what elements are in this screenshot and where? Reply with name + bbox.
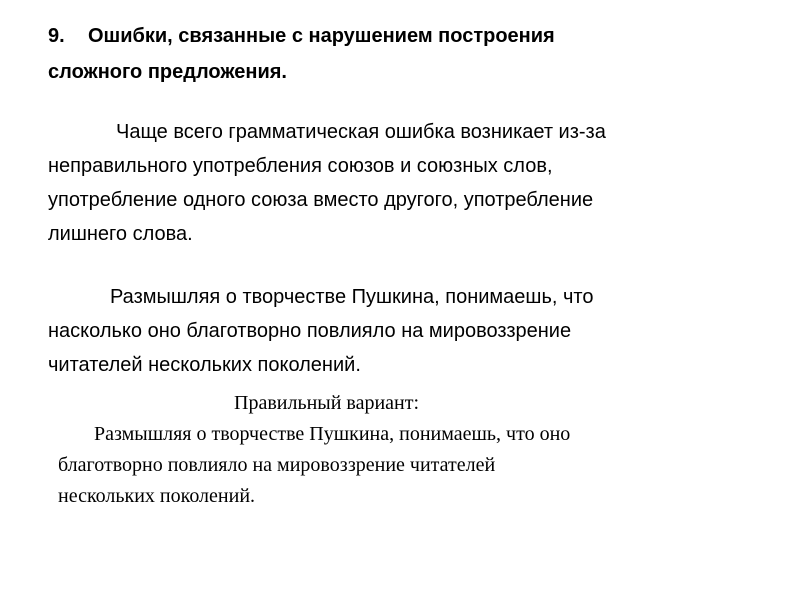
correct-variant [58, 388, 778, 512]
section-heading [48, 18, 748, 90]
correct-variant-label: Правильный вариант: [234, 392, 420, 414]
correct-line: благотворно повлияло на мировоззрение читателей [58, 454, 496, 476]
example-line: Размышляя о творчестве Пушкина, понимаешь, что [110, 286, 594, 308]
paragraph-line: лишнего слова. [48, 223, 193, 245]
example-line: читателей нескольких поколений. [48, 354, 361, 376]
heading-title-part-2: сложного предложения. [48, 61, 287, 83]
example-line: насколько оно благотворно повлияло на мировоззрение [48, 320, 572, 342]
error-example [48, 280, 748, 382]
heading-number: 9. [48, 25, 65, 47]
paragraph-line: употребление одного союза вместо другого, употребление [48, 189, 594, 211]
paragraph-line: неправильного употребления союзов и союзных слов, [48, 155, 553, 177]
heading-line-1 [48, 25, 555, 47]
explanation-paragraph [48, 115, 748, 251]
correct-line: нескольких поколений. [58, 485, 256, 507]
correct-line: Размышляя о творчестве Пушкина, понимаешь, что оно [94, 423, 571, 445]
paragraph-line: Чаще всего грамматическая ошибка возникает из-за [116, 121, 606, 143]
heading-title-part-1: Ошибки, связанные с нарушением построения [88, 25, 555, 47]
